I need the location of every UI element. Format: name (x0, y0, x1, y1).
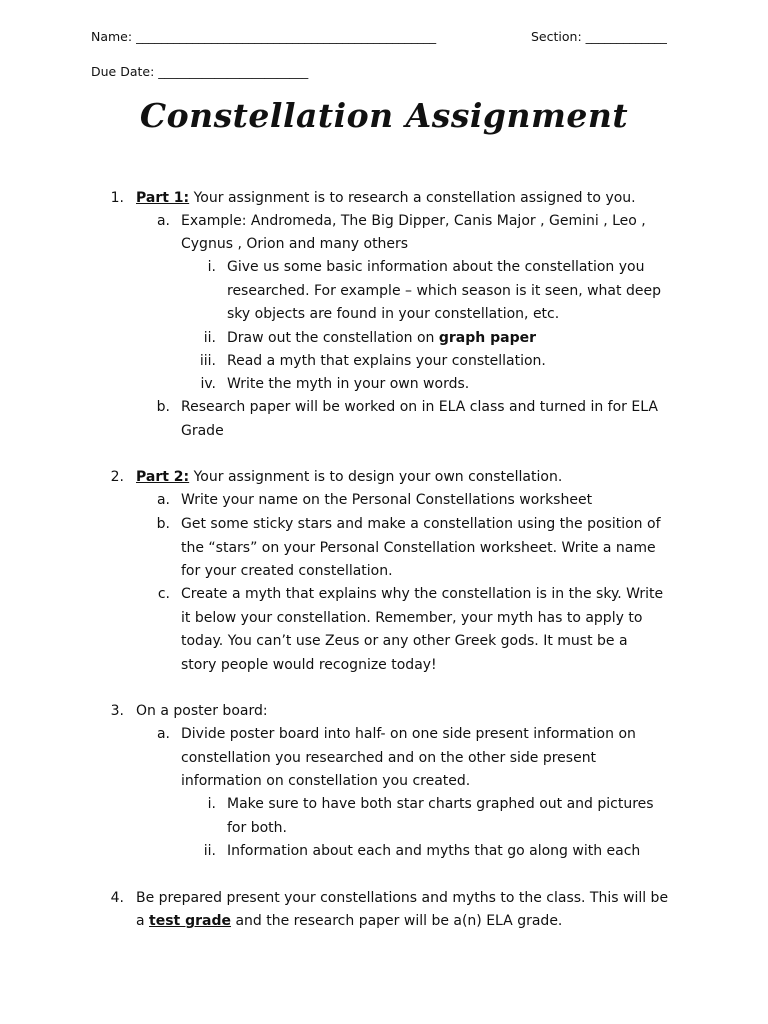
list-item: for your created constellation. (181, 563, 393, 579)
part4-text-b: and the research paper will be a(n) ELA grade. (231, 913, 563, 929)
list-item (227, 329, 536, 347)
item-letter: c. (157, 586, 170, 602)
list-item (136, 468, 562, 486)
section-label: Section: (531, 29, 582, 44)
part2-label: Part 2: (136, 469, 190, 485)
list-item: Grade (181, 423, 224, 439)
list-item (136, 189, 636, 207)
item-number: 4. (110, 890, 124, 906)
list-item: for both. (227, 820, 287, 836)
item-letter: a. (156, 213, 170, 229)
item-number: 1. (110, 190, 124, 206)
part1-label: Part 1: (136, 190, 190, 206)
item-number: 2. (110, 469, 124, 485)
draw-text: Draw out the constellation on (227, 330, 439, 346)
test-grade-emphasis: test grade (149, 913, 232, 929)
item-roman: iv. (200, 376, 216, 392)
section-line (531, 29, 667, 44)
item-number: 3. (110, 703, 124, 719)
list-item: Write the myth in your own words. (227, 376, 470, 392)
item-roman: iii. (199, 353, 216, 369)
list-item: constellation you researched and on the other side present (181, 750, 597, 766)
list-item: the “stars” on your Personal Constellation worksheet. Write a name (181, 540, 656, 556)
list-item: Example: Andromeda, The Big Dipper, Canis Major , Gemini , Leo , (181, 213, 646, 229)
section-blank: _____________ (585, 29, 667, 44)
list-item: Create a myth that explains why the constellation is in the sky. Write (181, 586, 664, 602)
list-item: researched. For example – which season is it seen, what deep (227, 283, 661, 299)
due-date-blank: ________________________ (158, 64, 309, 79)
list-item: Write your name on the Personal Constellations worksheet (181, 492, 593, 508)
item-roman: i. (207, 259, 216, 275)
list-item: it below your constellation. Remember, your myth has to apply to (181, 610, 643, 626)
item-letter: b. (156, 399, 170, 415)
part1-text: Your assignment is to research a constellation assigned to you. (189, 190, 636, 206)
list-item: information on constellation you created. (181, 773, 471, 789)
item-roman: ii. (203, 330, 216, 346)
list-item: Research paper will be worked on in ELA class and turned in for ELA (181, 399, 658, 415)
part4-text-a: a (136, 913, 150, 929)
list-item: Cygnus , Orion and many others (181, 236, 409, 252)
due-date-label: Due Date: (91, 64, 155, 79)
list-item: story people would recognize today! (181, 657, 437, 673)
item-letter: a. (156, 726, 170, 742)
name-line (91, 29, 436, 44)
list-item: Be prepared present your constellations and myths to the class. This will be (136, 890, 669, 906)
list-item: today. You can’t use Zeus or any other Greek gods. It must be a (181, 633, 628, 649)
due-date-line (91, 64, 308, 79)
list-item: Give us some basic information about the constellation you (227, 259, 645, 275)
list-item (136, 912, 562, 930)
list-item: Make sure to have both star charts graphed out and pictures (227, 796, 654, 812)
item-roman: i. (207, 796, 216, 812)
graph-paper-emphasis: graph paper (438, 330, 536, 346)
part2-text: Your assignment is to design your own constellation. (189, 469, 563, 485)
item-letter: b. (156, 516, 170, 532)
list-item: On a poster board: (136, 703, 268, 719)
page-title: Constellation Assignment (139, 96, 629, 135)
list-item: Information about each and myths that go along with each (227, 843, 641, 859)
list-item: sky objects are found in your constellation, etc. (227, 306, 560, 322)
name-blank: ________________________________________________ (136, 29, 437, 44)
list-item: Get some sticky stars and make a constellation using the position of (181, 516, 661, 532)
item-letter: a. (156, 492, 170, 508)
list-item: Read a myth that explains your constellation. (227, 353, 546, 369)
name-label: Name: (91, 29, 133, 44)
list-item: Divide poster board into half- on one side present information on (181, 726, 636, 742)
item-roman: ii. (203, 843, 216, 859)
